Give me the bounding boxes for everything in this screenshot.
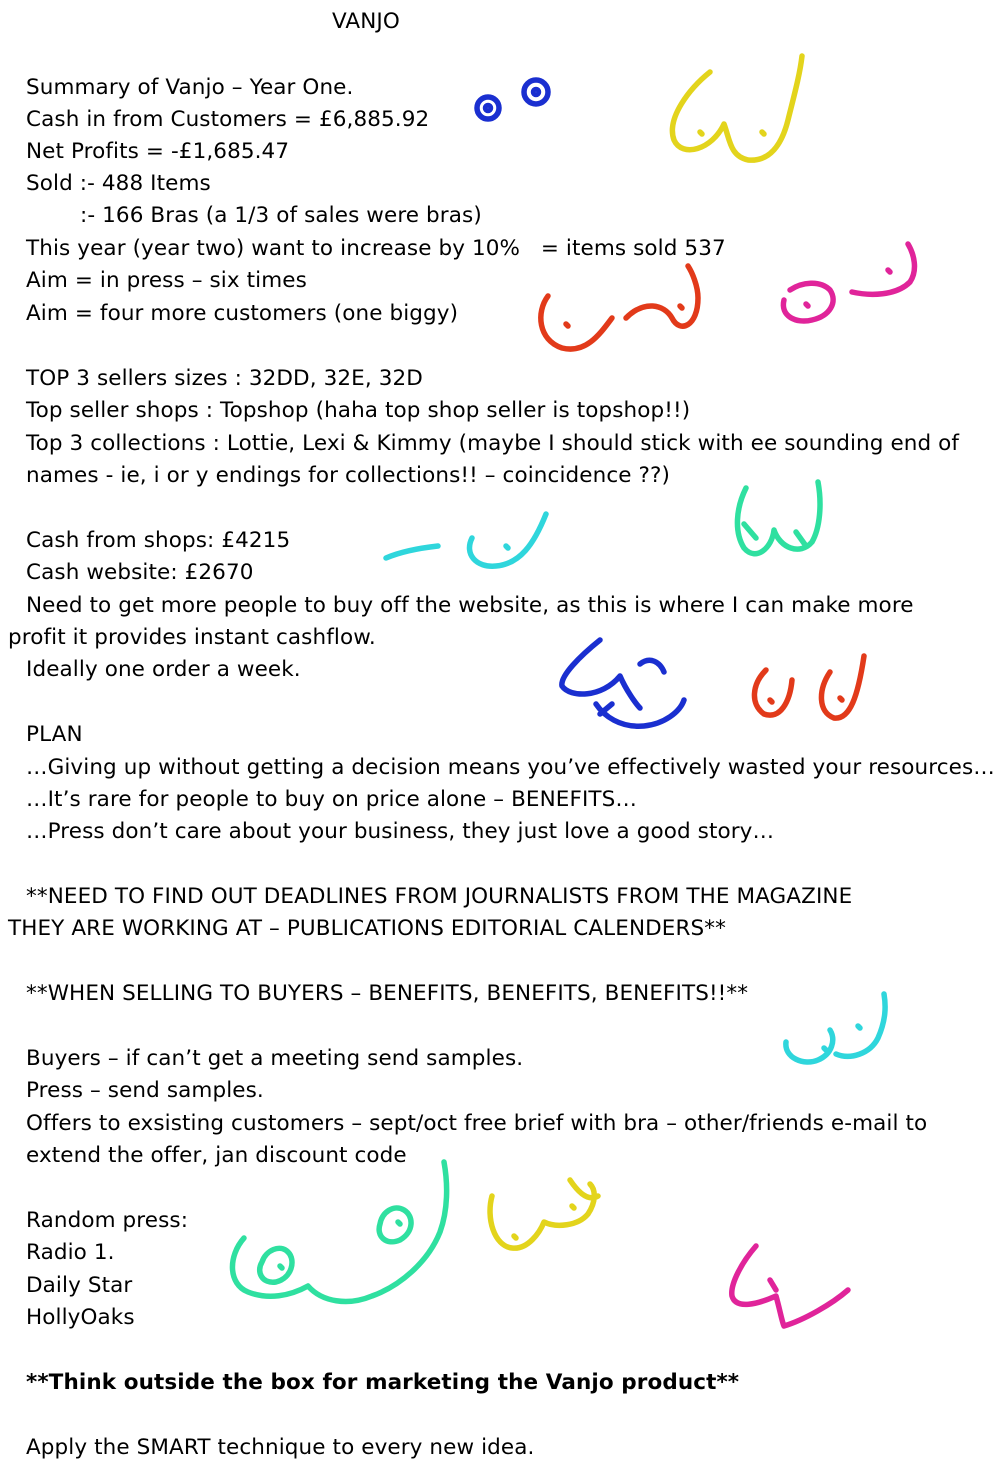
buyers-line: Buyers – if can’t get a meeting send samples. [26, 1046, 524, 1071]
cash-in-line: Cash in from Customers = £6,885.92 [26, 107, 430, 132]
summary-heading: Summary of Vanjo – Year One. [26, 75, 354, 100]
aim-customers-line: Aim = four more customers (one biggy) [26, 301, 459, 326]
offers-line-1: Offers to exsisting customers – sept/oct free brief with bra – other/friends e-mail to [26, 1111, 928, 1136]
document-title: VANJO [332, 9, 400, 34]
cash-shops-line: Cash from shops: £4215 [26, 528, 291, 553]
website-need-line-1: Need to get more people to buy off the website, as this is where I can make more [26, 593, 914, 618]
random-press-item: HollyOaks [26, 1305, 135, 1330]
cyan-doodle-2 [786, 994, 885, 1062]
top-collections-line-2: names - ie, i or y endings for collections!! – coincidence ??) [26, 463, 671, 488]
top-collections-line-1: Top 3 collections : Lottie, Lexi & Kimmy (maybe I should stick with ee sounding end of [26, 431, 960, 456]
ideally-line: Ideally one order a week. [26, 657, 301, 682]
benefits-note: **WHEN SELLING TO BUYERS – BENEFITS, BENEFITS, BENEFITS!!** [26, 981, 749, 1006]
top-shops-line: Top seller shops : Topshop (haha top shop seller is topshop!!) [26, 398, 691, 423]
cash-website-line: Cash website: £2670 [26, 560, 254, 585]
deadlines-note-line-2: THEY ARE WORKING AT – PUBLICATIONS EDITORIAL CALENDERS** [8, 916, 726, 941]
plan-heading: PLAN [26, 722, 83, 747]
increase-line: This year (year two) want to increase by 10% = items sold 537 [26, 236, 726, 261]
random-press-heading: Random press: [26, 1208, 189, 1233]
plan-quote-3: …Press don’t care about your business, they just love a good story… [26, 819, 775, 844]
plan-quote-1: …Giving up without getting a decision means you’ve effectively wasted your resources… [26, 755, 995, 780]
plan-quote-2: …It’s rare for people to buy on price alone – BENEFITS… [26, 787, 637, 812]
sold-items-line: Sold :- 488 Items [26, 171, 211, 196]
yellow-top-doodle [672, 56, 802, 160]
red-doodle-1 [541, 296, 612, 349]
magenta-doodle-2 [852, 244, 914, 294]
green-doodle-1 [737, 482, 820, 554]
magenta-doodle-1 [783, 283, 833, 321]
sold-bras-line: :- 166 Bras (a 1/3 of sales were bras) [80, 203, 482, 228]
magenta-doodle-3 [732, 1246, 848, 1326]
smart-technique-line: Apply the SMART technique to every new idea. [26, 1435, 535, 1460]
think-outside-box-note: **Think outside the box for marketing the Vanjo product** [26, 1370, 740, 1395]
offers-line-2: extend the offer, jan discount code [26, 1143, 407, 1168]
red-doodle-3 [754, 656, 864, 718]
yellow-doodle-2 [490, 1180, 598, 1248]
cyan-doodle-1 [386, 514, 546, 566]
top-sizes-line: TOP 3 sellers sizes : 32DD, 32E, 32D [26, 366, 423, 391]
blue-circles-doodle [477, 80, 548, 119]
random-press-item: Daily Star [26, 1273, 133, 1298]
net-profits-line: Net Profits = -£1,685.47 [26, 139, 290, 164]
blue-doodle-2 [562, 640, 684, 726]
aim-press-line: Aim = in press – six times [26, 268, 307, 293]
press-line: Press – send samples. [26, 1078, 264, 1103]
red-doodle-2 [626, 266, 698, 326]
deadlines-note-line-1: **NEED TO FIND OUT DEADLINES FROM JOURNALISTS FROM THE MAGAZINE [26, 884, 853, 909]
green-doodle-2 [232, 1162, 446, 1301]
random-press-item: Radio 1. [26, 1240, 115, 1265]
website-need-line-2: profit it provides instant cashflow. [8, 625, 376, 650]
